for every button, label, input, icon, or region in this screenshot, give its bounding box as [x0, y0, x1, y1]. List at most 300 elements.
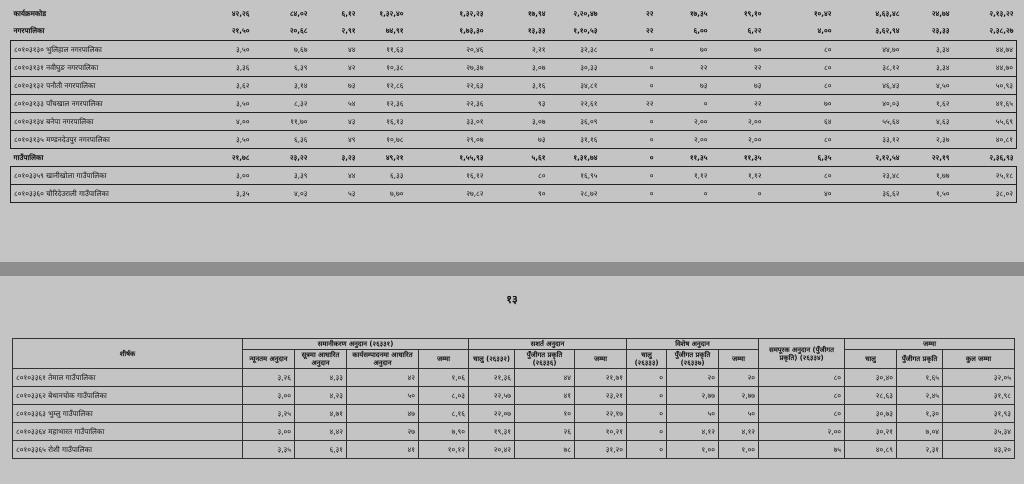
cell-value: ४४ [515, 369, 575, 387]
cell-value: २२,६३ [407, 76, 487, 94]
lower-table-body [13, 369, 1015, 459]
cell-value: ४४,७४ [953, 40, 1017, 58]
header-col: कुल जम्मा [943, 350, 1015, 369]
cell-value: ३८,०२ [953, 184, 1017, 202]
cell-value: ३६,६२ [835, 184, 903, 202]
cell-value: २२,०७ [469, 405, 515, 423]
cell-value: ० [627, 387, 667, 405]
cell-value: २२ [601, 94, 657, 112]
cell-value: ३,३४ [903, 40, 953, 58]
header-group-equalization: समानीकरण अनुदान (२६३३१) [243, 339, 469, 350]
row-title: ८०१०३३६० चौरिदेउराली गाउँपालिका [11, 184, 181, 202]
cell-value: ११,३५ [743, 152, 762, 162]
cell-value: ० [657, 94, 711, 112]
cell-value: २१,३६ [469, 369, 515, 387]
table-row [11, 184, 1017, 202]
cell-value: ३०,२१ [845, 423, 897, 441]
cell-value: १६,१२ [407, 166, 487, 184]
row-title: ८०१०३३६२ बेथानचोक गाउँपालिका [13, 387, 243, 405]
cell-value: ३,३५ [243, 441, 295, 459]
cell-value: २,२१ [495, 40, 549, 58]
cell-value: २२ [657, 58, 711, 76]
cell-value [487, 148, 495, 166]
cell-value: ७४,९१ [385, 26, 404, 36]
cell-value: ८,३२ [253, 94, 311, 112]
cell-value: ७० [657, 40, 711, 58]
cell-value: ३,०० [243, 387, 295, 405]
cell-value: ३३,१२ [835, 130, 903, 148]
header-col: पुँजीगत प्रकृति [897, 350, 943, 369]
cell-value: १३,३३ [527, 26, 546, 36]
cell-value [487, 94, 495, 112]
cell-value: ५५,६९ [953, 112, 1017, 130]
cell-value: २०,४६ [407, 40, 487, 58]
row-title: ८०१०३३५९ खानीखोला गाउँपालिका [11, 166, 181, 184]
row-title: ८०१०३३६३ भुम्लु गाउँपालिका [13, 405, 243, 423]
cell-value: १,६५ [897, 369, 943, 387]
header-col: पुँजीगत प्रकृति (२६३३७) [667, 350, 719, 369]
cell-value: २३,२१ [575, 387, 627, 405]
cell-value: २३,३३ [931, 26, 950, 36]
cell-value [311, 112, 325, 130]
cell-value: ७० [771, 94, 835, 112]
row-title: ८०१०३१३३ पाँचखाल नगरपालिका [11, 94, 181, 112]
cell-value: ३,२६ [243, 369, 295, 387]
cell-value: १० [515, 405, 575, 423]
header-col: न्यूनतम अनुदान [243, 350, 295, 369]
cell-value: ८,१६ [419, 405, 469, 423]
row-title: ८०१०३१३१ नवीघुङ नगरपालिका [11, 58, 181, 76]
cell-value: ११,६३ [359, 40, 407, 58]
table-row [11, 94, 1017, 112]
cell-value: ४,१२ [667, 423, 719, 441]
row-title: ८०१०३१३४ बनेपा नगरपालिका [11, 112, 181, 130]
lower-budget-table [12, 338, 1015, 459]
cell-value: १०,७८ [359, 130, 407, 148]
cell-value: १०,४२ [813, 8, 832, 18]
cell-value: ८० [771, 130, 835, 148]
cell-value: ८० [495, 166, 549, 184]
row-title: ८०१०३१३० भुलिहाल नगरपालिका [11, 40, 181, 58]
cell-value: ४३,२० [943, 441, 1015, 459]
cell-value: ७३ [495, 130, 549, 148]
cell-value: ० [649, 152, 654, 162]
group-row [11, 148, 1017, 166]
cell-value: १६,९५ [549, 166, 601, 184]
row-title: कार्यक्रमकोड [13, 8, 47, 18]
cell-value: ४९ [325, 130, 359, 148]
header-col: जम्मा [419, 350, 469, 369]
cell-value [487, 4, 495, 22]
cell-value: २२,३६ [407, 94, 487, 112]
cell-value: २,९१ [341, 26, 356, 36]
cell-value: ३,०० [181, 166, 253, 184]
cell-value: २,०० [711, 112, 765, 130]
cell-value: ० [601, 166, 657, 184]
cell-value: २८,७२ [549, 184, 601, 202]
cell-value: ६,३३ [359, 166, 407, 184]
cell-value [311, 166, 325, 184]
upper-budget-table [10, 4, 1017, 203]
cell-value [311, 130, 325, 148]
cell-value: १७,३५ [689, 8, 708, 18]
cell-value: ३८,१२ [835, 58, 903, 76]
header-col: चालु [845, 350, 897, 369]
cell-value: ६,२२ [747, 26, 762, 36]
cell-value: ४१ [347, 441, 419, 459]
cell-value: १९,१० [743, 8, 762, 18]
cell-value: ३६,०९ [549, 112, 601, 130]
cell-value: २,३१ [897, 441, 943, 459]
cell-value: २१,७१ [575, 369, 627, 387]
cell-value: ५० [667, 405, 719, 423]
cell-value: ३२,०५ [943, 369, 1015, 387]
cell-value: ३२,३८ [549, 40, 601, 58]
cell-value [487, 112, 495, 130]
cell-value: ४,४२ [295, 423, 347, 441]
page-number: १३ [506, 293, 518, 306]
cell-value: ७८ [515, 441, 575, 459]
cell-value [487, 166, 495, 184]
cell-value: २० [719, 369, 759, 387]
cell-value: ७,७० [359, 184, 407, 202]
cell-value: ३,६२ [181, 76, 253, 94]
row-title: नगरपालिका [13, 26, 45, 36]
group-row [11, 4, 1017, 22]
row-title: ८०१०३३६५ रोशी गाउँपालिका [13, 441, 243, 459]
cell-value: २२ [711, 94, 765, 112]
cell-value: ४०,८९ [845, 441, 897, 459]
cell-value: ५,६१ [531, 152, 546, 162]
cell-value: ३१,२० [575, 441, 627, 459]
cell-value: २,७७ [667, 387, 719, 405]
row-title: ८०१०३१३५ मण्डनदेउपुर नगरपालिका [11, 130, 181, 148]
cell-value: ५० [719, 405, 759, 423]
cell-value: १,१२ [711, 166, 765, 184]
cell-value: ४,६३ [903, 112, 953, 130]
cell-value: ३१,९८ [943, 387, 1015, 405]
cell-value: ४६,४३ [835, 76, 903, 94]
cell-value: ४,७१ [295, 405, 347, 423]
cell-value: २२,१७ [575, 405, 627, 423]
cell-value: ४२ [347, 369, 419, 387]
cell-value: ३,१४ [253, 76, 311, 94]
cell-value: १,१०,५३ [573, 26, 598, 36]
cell-value: ० [601, 112, 657, 130]
header-group-total: जम्मा [845, 339, 1015, 350]
cell-value [487, 130, 495, 148]
cell-value: ७,०४ [897, 423, 943, 441]
cell-value: २,०० [657, 130, 711, 148]
cell-value: ४७ [347, 405, 419, 423]
cell-value [487, 76, 495, 94]
cell-value: २८,६३ [845, 387, 897, 405]
cell-value: ७३ [711, 76, 765, 94]
cell-value: ५४ [325, 94, 359, 112]
cell-value: ४,०० [181, 112, 253, 130]
header-col: सूत्रमा आधारित अनुदान [295, 350, 347, 369]
cell-value [487, 40, 495, 58]
header-row-groups [13, 339, 1015, 350]
cell-value: ० [627, 441, 667, 459]
cell-value: २५,१८ [953, 166, 1017, 184]
cell-value: ३४,८१ [549, 76, 601, 94]
table-row [13, 369, 1015, 387]
cell-value: २२,६१ [549, 94, 601, 112]
cell-value [487, 58, 495, 76]
cell-value: ० [627, 369, 667, 387]
cell-value [311, 184, 325, 202]
table-row [11, 166, 1017, 184]
cell-value: ३१,१६ [549, 130, 601, 148]
cell-value [311, 4, 325, 22]
header-title: शीर्षक [13, 339, 243, 369]
cell-value [487, 184, 495, 202]
cell-value: २,३८,२७ [989, 26, 1014, 36]
cell-value: ४,१२ [719, 423, 759, 441]
cell-value: ३,६२,९४ [875, 26, 900, 36]
cell-value: ४४,७० [953, 58, 1017, 76]
page-separator [0, 262, 1024, 276]
cell-value: १६,१३ [359, 112, 407, 130]
cell-value: २,१२,५४ [875, 152, 900, 162]
cell-value: ३,१६ [495, 76, 549, 94]
table-row [13, 405, 1015, 423]
cell-value: ३०,७३ [845, 405, 897, 423]
cell-value: ८० [771, 76, 835, 94]
cell-value [311, 58, 325, 76]
table-row [11, 130, 1017, 148]
cell-value: २२,५७ [469, 387, 515, 405]
cell-value: ३०,४० [845, 369, 897, 387]
cell-value: २२ [711, 58, 765, 76]
cell-value [311, 22, 325, 40]
cell-value: १,३१,७४ [573, 152, 598, 162]
cell-value: २७,३७ [407, 58, 487, 76]
cell-value: ३,०७ [495, 112, 549, 130]
cell-value: ४९,२१ [385, 152, 404, 162]
cell-value: ३१,९३ [943, 405, 1015, 423]
cell-value: ८,०३ [419, 387, 469, 405]
cell-value: ४४,७० [835, 40, 903, 58]
cell-value: १,१२ [657, 166, 711, 184]
cell-value: २३,४८ [835, 166, 903, 184]
table-row [13, 441, 1015, 459]
cell-value [311, 76, 325, 94]
table-row [11, 40, 1017, 58]
table-row [13, 423, 1015, 441]
cell-value: ४३ [325, 112, 359, 130]
cell-value: ५० [347, 387, 419, 405]
cell-value: १०,२१ [575, 423, 627, 441]
cell-value: २७,८२ [407, 184, 487, 202]
upper-table-body [11, 4, 1017, 202]
cell-value: ३,२३ [341, 152, 356, 162]
cell-value: ६,३६ [253, 130, 311, 148]
cell-value: ५३ [325, 184, 359, 202]
cell-value: ४२,२६ [231, 8, 250, 18]
cell-value: २,०० [657, 112, 711, 130]
lower-page [0, 276, 1024, 484]
cell-value: ६,३९ [253, 58, 311, 76]
cell-value: ३३,०१ [407, 112, 487, 130]
cell-value: २,७७ [719, 387, 759, 405]
header-col: चालु (२६३३३) [627, 350, 667, 369]
cell-value: २३,२२ [289, 152, 308, 162]
cell-value: ५०,९३ [953, 76, 1017, 94]
cell-value [487, 22, 495, 40]
cell-value: १,०० [719, 441, 759, 459]
cell-value: २,४५ [897, 387, 943, 405]
cell-value: ० [601, 76, 657, 94]
cell-value: ४१ [515, 387, 575, 405]
cell-value: १,०६ [419, 369, 469, 387]
cell-value: ८० [759, 387, 845, 405]
cell-value: ४,०३ [253, 184, 311, 202]
table-row [13, 387, 1015, 405]
cell-value: ४०,०३ [835, 94, 903, 112]
cell-value [311, 148, 325, 166]
cell-value: २,३६,९३ [989, 152, 1014, 162]
cell-value: ० [627, 423, 667, 441]
cell-value: १९,३१ [469, 423, 515, 441]
cell-value: ८० [771, 166, 835, 184]
header-col: जम्मा [719, 350, 759, 369]
cell-value: २,०० [759, 423, 845, 441]
cell-value: ४०,८१ [953, 130, 1017, 148]
cell-value: २७ [347, 423, 419, 441]
cell-value: ४,०० [817, 26, 832, 36]
cell-value: ६,१२ [341, 8, 356, 18]
cell-value: ४४ [325, 40, 359, 58]
cell-value [311, 40, 325, 58]
cell-value: ६४ [771, 112, 835, 130]
cell-value: ९३ [495, 94, 549, 112]
cell-value: २०,४२ [469, 441, 515, 459]
cell-value: १७,९४ [527, 8, 546, 18]
row-title: गाउँपालिका [13, 152, 44, 162]
cell-value: २६ [515, 423, 575, 441]
cell-value: १,७३,३० [459, 26, 484, 36]
cell-value: ४,३३ [295, 369, 347, 387]
cell-value: ० [711, 184, 765, 202]
cell-value: ३,५० [181, 40, 253, 58]
row-title: ८०१०३१३२ पनौती नगरपालिका [11, 76, 181, 94]
cell-value: ३,३५ [181, 184, 253, 202]
cell-value: ३,०० [243, 423, 295, 441]
cell-value: १,३२,२३ [459, 8, 484, 18]
cell-value: ० [601, 184, 657, 202]
cell-value: २,२०,४७ [573, 8, 598, 18]
header-group-complementary: समपूरक अनुदान (पुँजीगत प्रकृति) (२६३३४) [759, 339, 845, 369]
cell-value: ० [657, 184, 711, 202]
cell-value: ३,५० [181, 94, 253, 112]
row-title: ८०१०३३६१ तेमाल गाउँपालिका [13, 369, 243, 387]
table-row [11, 112, 1017, 130]
cell-value: १,७७ [903, 166, 953, 184]
cell-value: ० [601, 58, 657, 76]
cell-value: ० [601, 130, 657, 148]
cell-value: ० [601, 40, 657, 58]
cell-value: ११,७० [253, 112, 311, 130]
cell-value: १,५५,९३ [459, 152, 484, 162]
cell-value: ११,३५ [689, 152, 708, 162]
cell-value: २४,७४ [931, 8, 950, 18]
cell-value: १,५० [903, 184, 953, 202]
cell-value: ४२ [325, 58, 359, 76]
cell-value: ७५ [759, 441, 845, 459]
cell-value: १२,८६ [359, 76, 407, 94]
cell-value: ९० [495, 184, 549, 202]
cell-value: ४,२३ [295, 387, 347, 405]
cell-value: ६,३५ [817, 152, 832, 162]
cell-value: ८० [771, 40, 835, 58]
cell-value: ८४,०२ [289, 8, 308, 18]
cell-value: ४,५० [903, 76, 953, 94]
group-row [11, 22, 1017, 40]
cell-value [311, 94, 325, 112]
cell-value: ३,०७ [495, 58, 549, 76]
cell-value: ४४ [325, 166, 359, 184]
cell-value: ७३ [657, 76, 711, 94]
cell-value: ३५,३४ [943, 423, 1015, 441]
cell-value: ६,३१ [295, 441, 347, 459]
cell-value: ७,६७ [253, 40, 311, 58]
cell-value: ७,९० [419, 423, 469, 441]
cell-value: ३,५० [181, 130, 253, 148]
cell-value: ० [627, 405, 667, 423]
cell-value: २० [667, 369, 719, 387]
cell-value: १,०० [667, 441, 719, 459]
cell-value: ४,६३,४८ [875, 8, 900, 18]
cell-value: २२ [646, 8, 654, 18]
cell-value: २१,७८ [231, 152, 250, 162]
cell-value: २,०० [711, 130, 765, 148]
cell-value: ६,०० [693, 26, 708, 36]
cell-value: १०,१२ [419, 441, 469, 459]
header-col: जम्मा [575, 350, 627, 369]
cell-value: ३०,३३ [549, 58, 601, 76]
cell-value: १,३० [897, 405, 943, 423]
header-col: चालु (२६३३२) [469, 350, 515, 369]
cell-value: १०,३८ [359, 58, 407, 76]
cell-value: ७३ [325, 76, 359, 94]
cell-value: ३,२५ [243, 405, 295, 423]
cell-value: ८० [771, 58, 835, 76]
header-group-special: विशेष अनुदान [627, 339, 759, 350]
cell-value: २२ [646, 26, 654, 36]
cell-value: २,१३,२२ [989, 8, 1014, 18]
cell-value: २०,६८ [289, 26, 308, 36]
cell-value: १२,३६ [359, 94, 407, 112]
cell-value: ४० [771, 184, 835, 202]
cell-value: १,६२ [903, 94, 953, 112]
header-col: पुँजीगत प्रकृति (२६३३६) [515, 350, 575, 369]
cell-value: ३,३४ [903, 58, 953, 76]
cell-value: १,३२,४० [379, 8, 404, 18]
cell-value: ८० [759, 369, 845, 387]
header-group-conditional: सशर्त अनुदान [469, 339, 627, 350]
cell-value: ५५,६४ [835, 112, 903, 130]
cell-value: ३,३९ [253, 166, 311, 184]
cell-value: ८० [759, 405, 845, 423]
cell-value: २,३७ [903, 130, 953, 148]
table-row [11, 58, 1017, 76]
row-title: ८०१०३३६४ महाभारत गाउँपालिका [13, 423, 243, 441]
cell-value: २२,१९ [931, 152, 950, 162]
cell-value: ७० [711, 40, 765, 58]
cell-value: २१,५० [231, 26, 250, 36]
